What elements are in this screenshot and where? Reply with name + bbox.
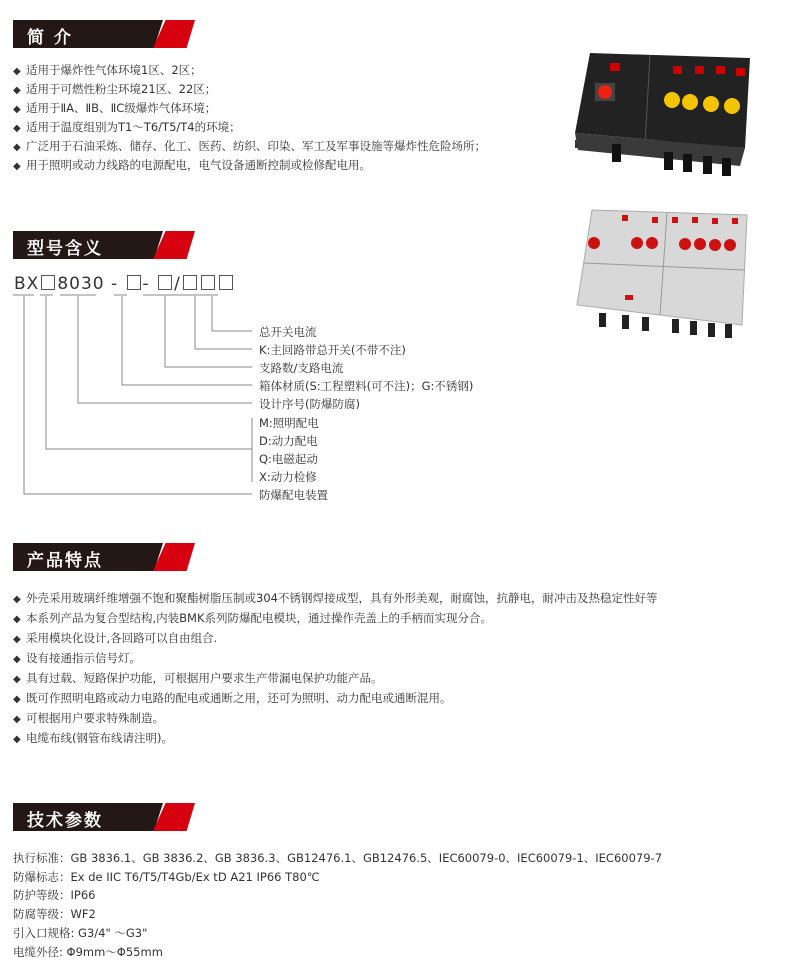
diamond-icon: ◆ xyxy=(13,66,21,77)
diamond-icon: ◆ xyxy=(13,123,21,134)
code-prefix: BX xyxy=(14,274,40,294)
section-title: 型号含义 xyxy=(27,239,103,259)
text: 本系列产品为复合型结构,内装BMK系列防爆配电模块，通过操作壳盖上的手柄而实现分合。 xyxy=(26,611,493,625)
diamond-icon: ◆ xyxy=(13,674,21,685)
text: 外壳采用玻璃纤维增强不饱和聚酯树脂压制或304不锈钢焊接成型，具有外形美观，耐腐蚀，抗静电，耐冲击及热稳定性好等 xyxy=(26,591,658,605)
model-label xyxy=(259,469,317,485)
text: 支路数/支路电流 xyxy=(259,361,344,376)
diamond-icon: ◆ xyxy=(13,161,21,172)
model-label xyxy=(259,396,360,412)
section-title: 产品特点 xyxy=(27,551,103,571)
text: 具有过载、短路保护功能，可根据用户要求生产带漏电保护功能产品。 xyxy=(26,671,383,685)
feature-bullet xyxy=(13,671,383,687)
text: 防爆标志：Ex de IIC T6/T5/T4Gb/Ex tD A21 IP66 T80℃ xyxy=(13,869,320,884)
diamond-icon: ◆ xyxy=(13,594,21,605)
product-image-black-box xyxy=(570,48,755,183)
text: 防腐等级：WF2 xyxy=(13,907,96,922)
code-dash: - xyxy=(110,274,119,294)
diamond-icon: ◆ xyxy=(13,142,21,153)
product-image-steel-box xyxy=(572,205,752,347)
text: 适用于爆炸性气体环境1区、2区； xyxy=(26,63,202,77)
text: 设有接通指示信号灯。 xyxy=(26,651,141,665)
model-label xyxy=(259,378,473,394)
section-title: 简 介 xyxy=(27,28,73,48)
code-dash: - xyxy=(142,274,150,294)
spec-row xyxy=(13,869,320,885)
spec-row xyxy=(13,887,95,903)
text: 适用于温度组别为T1～T6/T5/T4的环境； xyxy=(26,120,241,134)
model-label xyxy=(259,451,318,467)
section-header-specs xyxy=(13,803,183,831)
code-slash: / xyxy=(174,274,181,294)
text: X:动力检修 xyxy=(259,469,317,484)
section-title: 技术参数 xyxy=(27,811,103,831)
text: 广泛用于石油采炼、储存、化工、医药、纺织、印染、军工及军事设施等爆炸性危险场所； xyxy=(26,139,486,153)
text: 既可作照明电路或动力电路的配电或通断之用，还可为照明、动力配电或通断混用。 xyxy=(26,691,452,705)
text: 设计序号(防爆防腐) xyxy=(259,397,360,412)
diamond-icon: ◆ xyxy=(13,85,21,96)
text: 采用模块化设计,各回路可以自由组合. xyxy=(26,631,218,645)
code-series: 8030 xyxy=(57,274,105,294)
text: 总开关电流 xyxy=(259,325,317,339)
model-label xyxy=(259,342,406,358)
text: K:主回路带总开关(不带不注) xyxy=(259,343,406,358)
feature-bullet xyxy=(13,631,217,647)
section-header-features xyxy=(13,543,183,571)
model-label xyxy=(259,433,318,449)
text: 防护等级：IP66 xyxy=(13,888,96,903)
diamond-icon: ◆ xyxy=(13,694,21,705)
model-label xyxy=(259,360,343,376)
spec-row xyxy=(13,906,96,922)
diamond-icon: ◆ xyxy=(13,614,21,625)
model-label xyxy=(259,415,319,431)
text: M:照明配电 xyxy=(259,415,319,430)
model-label xyxy=(259,487,328,503)
diamond-icon: ◆ xyxy=(13,734,21,745)
diamond-icon: ◆ xyxy=(13,654,21,665)
text: 引入口规格: G3/4" ～G3" xyxy=(13,925,148,940)
diamond-icon: ◆ xyxy=(13,104,21,115)
model-tree-lines xyxy=(0,0,260,510)
text: 电缆外径: Φ9mm～Φ55mm xyxy=(13,944,163,959)
feature-bullet xyxy=(13,711,164,727)
text: 适用于ⅡA、ⅡB、ⅡC级爆炸气体环境； xyxy=(26,101,217,115)
feature-bullet xyxy=(13,691,452,707)
text: 箱体材质(S:工程塑料(可不注)；G:不锈钢) xyxy=(259,379,474,394)
text: 执行标准：GB 3836.1、GB 3836.2、GB 3836.3、GB12476.1、GB12476.5、IEC60079-0、IEC60079-1、IEC60079-7 xyxy=(13,851,663,865)
text: 防爆配电装置 xyxy=(259,487,328,502)
text: 适用于可燃性粉尘环境21区、22区； xyxy=(26,82,217,96)
feature-bullet xyxy=(13,591,657,607)
spec-row xyxy=(13,944,163,960)
feature-bullet xyxy=(13,731,173,747)
text: D:动力配电 xyxy=(259,433,318,448)
text: 可根据用户要求特殊制造。 xyxy=(26,711,164,725)
spec-row xyxy=(13,925,147,941)
feature-bullet xyxy=(13,611,492,627)
feature-bullet xyxy=(13,651,141,667)
diamond-icon: ◆ xyxy=(13,634,21,645)
text: 电缆布线(钢管布线请注明)。 xyxy=(26,731,173,745)
text: 用于照明或动力线路的电源配电，电气设备通断控制或检修配电用。 xyxy=(26,158,371,172)
model-label xyxy=(259,324,317,340)
spec-row xyxy=(13,850,662,866)
text: Q:电磁起动 xyxy=(259,451,318,466)
diamond-icon: ◆ xyxy=(13,714,21,725)
